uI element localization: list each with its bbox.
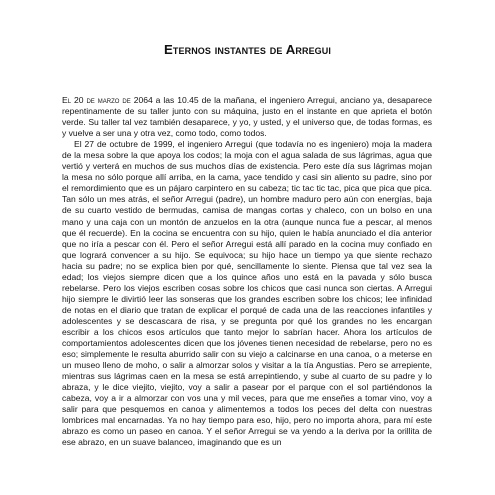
paragraph-2	[62, 139, 432, 448]
document-title-text: Eternos instantes de Arregui	[164, 42, 331, 57]
paragraph-1-lead-caps: El 20 de marzo de	[62, 95, 131, 105]
document-title	[0, 42, 495, 57]
paragraph-1-text: 2064 a las 10.45 de la mañana, el ingeniero Arregui, anciano ya, desaparece repentinamente de su taller junto con su máquina, justo en el instante en que aprieta el botón verde. Su taller tal vez también desaparece, y yo, y usted, y el universo que, de todas formas, es y vuelve a ser una y otra vez, como todo, como todos.	[62, 95, 432, 139]
document-body	[62, 95, 432, 449]
paragraph-2-text: El 27 de octubre de 1999, el ingeniero Arregui (que todavía no es ingeniero) moja la madera de la mesa sobre la que apoya los codos; la moja con el agua salada de sus lágrimas, agua que vertió y verterá en muchos de sus muchos días de existencia. Pero este día sus lágrimas mojan la mesa no sólo porque allí arriba, en la cama, yace tendido y casi sin aliento su padre, sino por el remordimiento que es un pájaro carpintero en su cabeza; tic tac tic tac, pica que pica que pica. Tan sólo un mes atrás, el señor Arregui (padre), un hombre maduro pero aún con energías, baja de su cuarto vestido de bermudas, camisa de mangas cortas y chaleco, con un bolso en una mano y una caja con un montón de anzuelos en la otra (aunque nunca fue a pescar, al menos que él recuerde). En la cocina se encuentra con su hijo, quien le había anunciado el día anterior que no iría a pescar con él. Pero el señor Arregui está allí parado en la cocina muy confiado en que logrará convencer a su hijo. Se equivoca; su hijo hace un tiempo ya que siente rechazo hacia su padre; no se explica bien por qué, sencillamente lo siente. Piensa que tal vez sea la edad; los viejos siempre dicen que a los quince años uno está en la pavada y sólo busca rebelarse. Pero los viejos escriben cosas sobre los chicos que casi nunca son ciertas. A Arregui hijo siempre le divirtió leer las sonseras que los grandes escriben sobre los chicos; lee infinidad de notas en el diario que tratan de explicar el porqué de cada una de las reacciones infantiles y adolescentes y se descascara de risa, y se pregunta por qué los grandes no les encargan escribir a los chicos esos artículos que tanto mejor lo sabrían hacer. Ahora los artículos de comportamientos adolescentes dicen que los jóvenes tienen necesidad de rebelarse, pero no es eso; simplemente le resulta aburrido salir con su viejo a calcinarse en una canoa, o a meterse en un museo lleno de moho, o salir a almorzar solos y visitar a la tía Angustias. Pero se arrepiente, mientras sus lágrimas caen en la mesa se está arrepintiendo, y sube al cuarto de su padre y lo abraza, y le dice viejito, viejito, voy a salir a pasear por el parque con el sol partiéndonos la cabeza, voy a ir a almorzar con vos una y mil veces, para que me enseñes a tomar vino, voy a salir para que pesquemos en canoa y alimentemos a todos los peces del delta con nuestras lombrices mal encarnadas. Ya no hay tiempo para eso, hijo, pero no importa ahora, para mí este abrazo es como un paseo en canoa. Y el señor Arregui se va yendo a la deriva por la orillita de ese abrazo, en un suave balanceo, imaginando que es un	[62, 139, 432, 448]
paragraph-1	[62, 95, 432, 139]
